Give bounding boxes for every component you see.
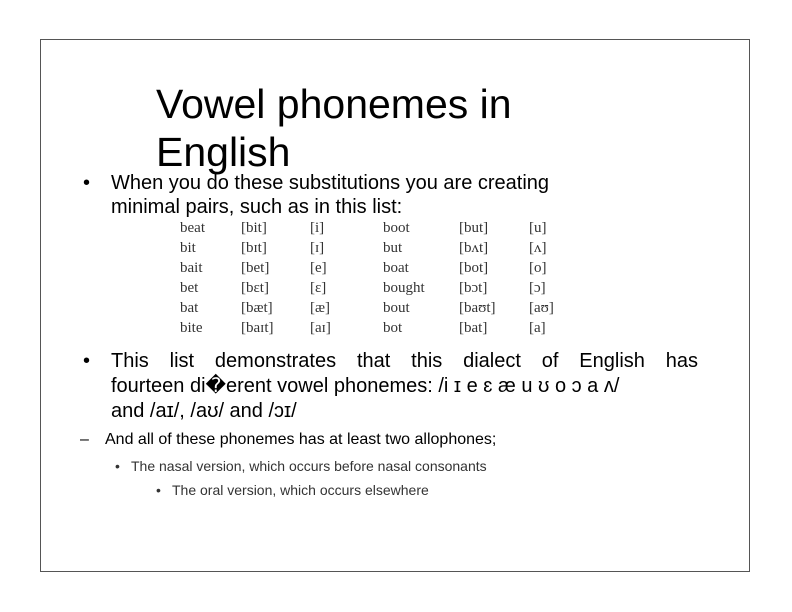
word-cell: bought xyxy=(383,280,425,296)
bullet-text-line-2: fourteen di�erent vowel phonemes: /i ɪ e ɛ æ u ʊ o ɔ a ʌ/ xyxy=(111,375,620,397)
sub-sub-sub-bullet-text: The oral version, which occurs elsewhere xyxy=(172,482,429,498)
bullet-text-line-2: minimal pairs, such as in this list: xyxy=(111,196,403,218)
word-cell: bat xyxy=(180,300,199,316)
vowel-cell: [aɪ] xyxy=(310,320,331,336)
transcription-cell: [bɛt] xyxy=(241,280,269,296)
sub-bullet-dash: – xyxy=(80,431,89,448)
vowel-cell: [a] xyxy=(529,320,546,336)
vowel-cell: [e] xyxy=(310,260,327,276)
table-row xyxy=(180,280,580,300)
bullet-text-line-3: and /aɪ/, /aʊ/ and /ɔɪ/ xyxy=(111,400,297,422)
bullet-text-line-1: This list demonstrates that this dialect of English has xyxy=(111,350,698,372)
word-cell: boat xyxy=(383,260,409,276)
slide-title xyxy=(156,80,512,176)
bullet-dot: • xyxy=(83,350,91,372)
word-cell: bit xyxy=(180,240,196,256)
vowel-cell: [ɪ] xyxy=(310,240,325,256)
transcription-cell: [bɪt] xyxy=(241,240,267,256)
vowel-cell: [aʊ] xyxy=(529,300,554,316)
title-line-2: English xyxy=(156,129,291,175)
transcription-cell: [bat] xyxy=(459,320,488,336)
word-cell: but xyxy=(383,240,403,256)
transcription-cell: [bʌt] xyxy=(459,240,489,256)
transcription-cell: [bit] xyxy=(241,220,267,236)
sub-bullet-text: And all of these phonemes has at least two allophones; xyxy=(105,431,497,448)
transcription-cell: [bet] xyxy=(241,260,270,276)
word-cell: bite xyxy=(180,320,203,336)
table-row xyxy=(180,320,580,340)
sub-sub-bullet-text: The nasal version, which occurs before nasal consonants xyxy=(131,458,487,474)
bullet-text-line-1: When you do these substitutions you are creating xyxy=(111,172,550,194)
transcription-cell: [bɔt] xyxy=(459,280,488,296)
vowel-cell: [ɛ] xyxy=(310,280,327,296)
bullet-dot: • xyxy=(156,482,161,498)
vowel-cell: [u] xyxy=(529,220,547,236)
word-cell: bout xyxy=(383,300,410,316)
table-row xyxy=(180,240,580,260)
table-row xyxy=(180,220,580,240)
vowel-cell: [æ] xyxy=(310,300,330,316)
vowel-cell: [i] xyxy=(310,220,325,236)
word-cell: bait xyxy=(180,260,203,276)
table-row xyxy=(180,300,580,320)
bullet-dot: • xyxy=(115,458,120,474)
transcription-cell: [but] xyxy=(459,220,489,236)
table-row xyxy=(180,260,580,280)
word-cell: boot xyxy=(383,220,410,236)
transcription-cell: [bot] xyxy=(459,260,489,276)
bullet-dot: • xyxy=(83,172,91,194)
vowel-cell: [o] xyxy=(529,260,547,276)
transcription-cell: [bæt] xyxy=(241,300,273,316)
word-cell: bot xyxy=(383,320,403,336)
word-cell: beat xyxy=(180,220,205,236)
vowel-cell: [ɔ] xyxy=(529,280,546,296)
vowel-cell: [ʌ] xyxy=(529,240,547,256)
title-line-1: Vowel phonemes in xyxy=(156,81,512,127)
transcription-cell: [baʊt] xyxy=(459,300,496,316)
word-cell: bet xyxy=(180,280,199,296)
transcription-cell: [baɪt] xyxy=(241,320,274,336)
